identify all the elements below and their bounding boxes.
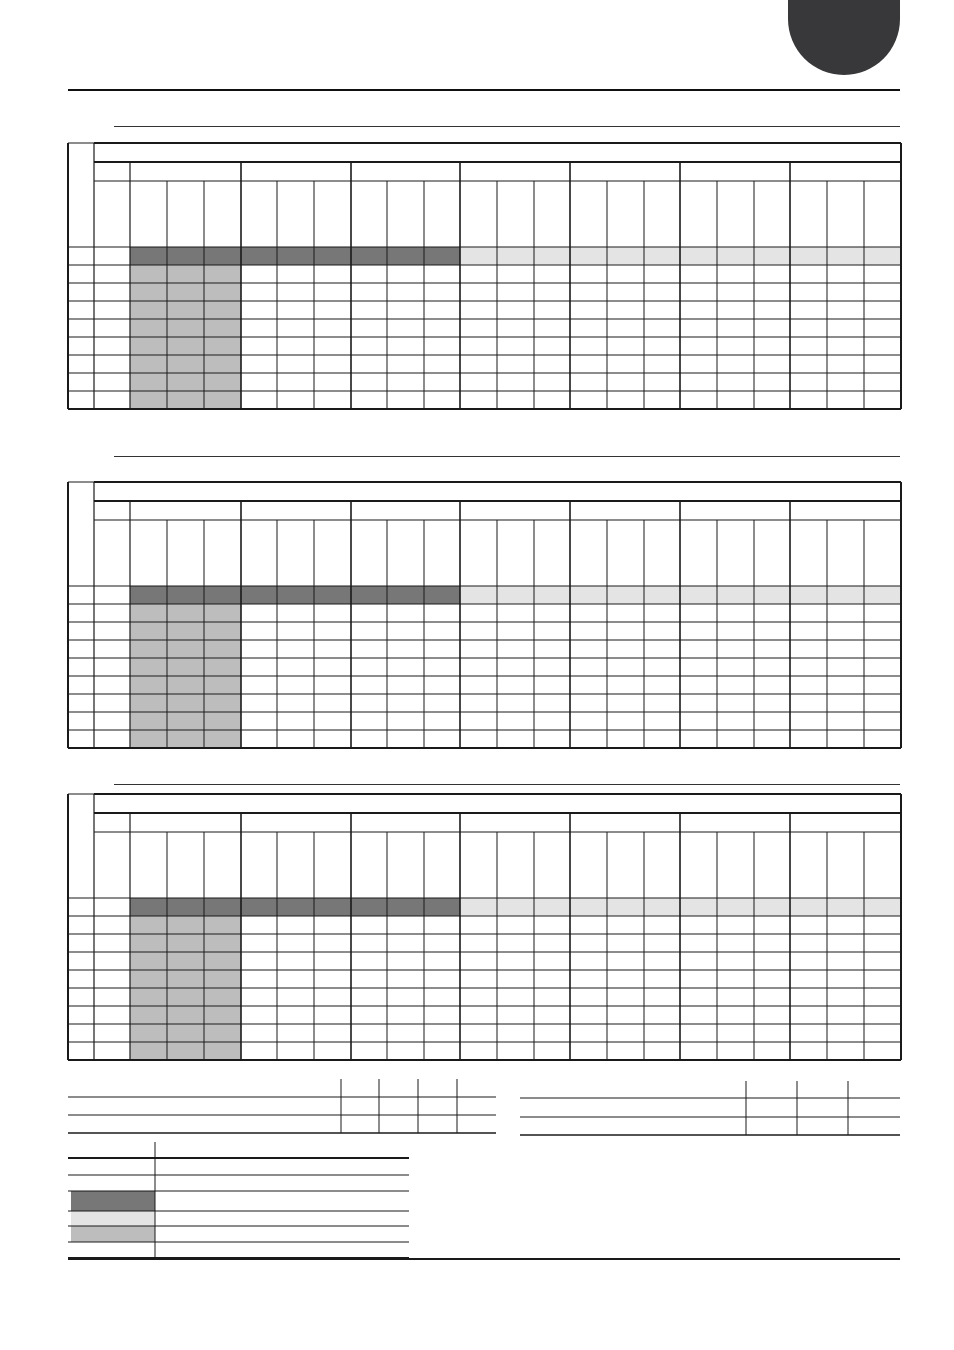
- color-key-legend: [68, 1142, 409, 1258]
- legend-swatch: [71, 1191, 155, 1211]
- summary-table-left: [68, 1079, 496, 1133]
- summary-table-right: [520, 1081, 900, 1135]
- legend-swatch: [71, 1211, 155, 1226]
- legend-swatch: [71, 1226, 155, 1242]
